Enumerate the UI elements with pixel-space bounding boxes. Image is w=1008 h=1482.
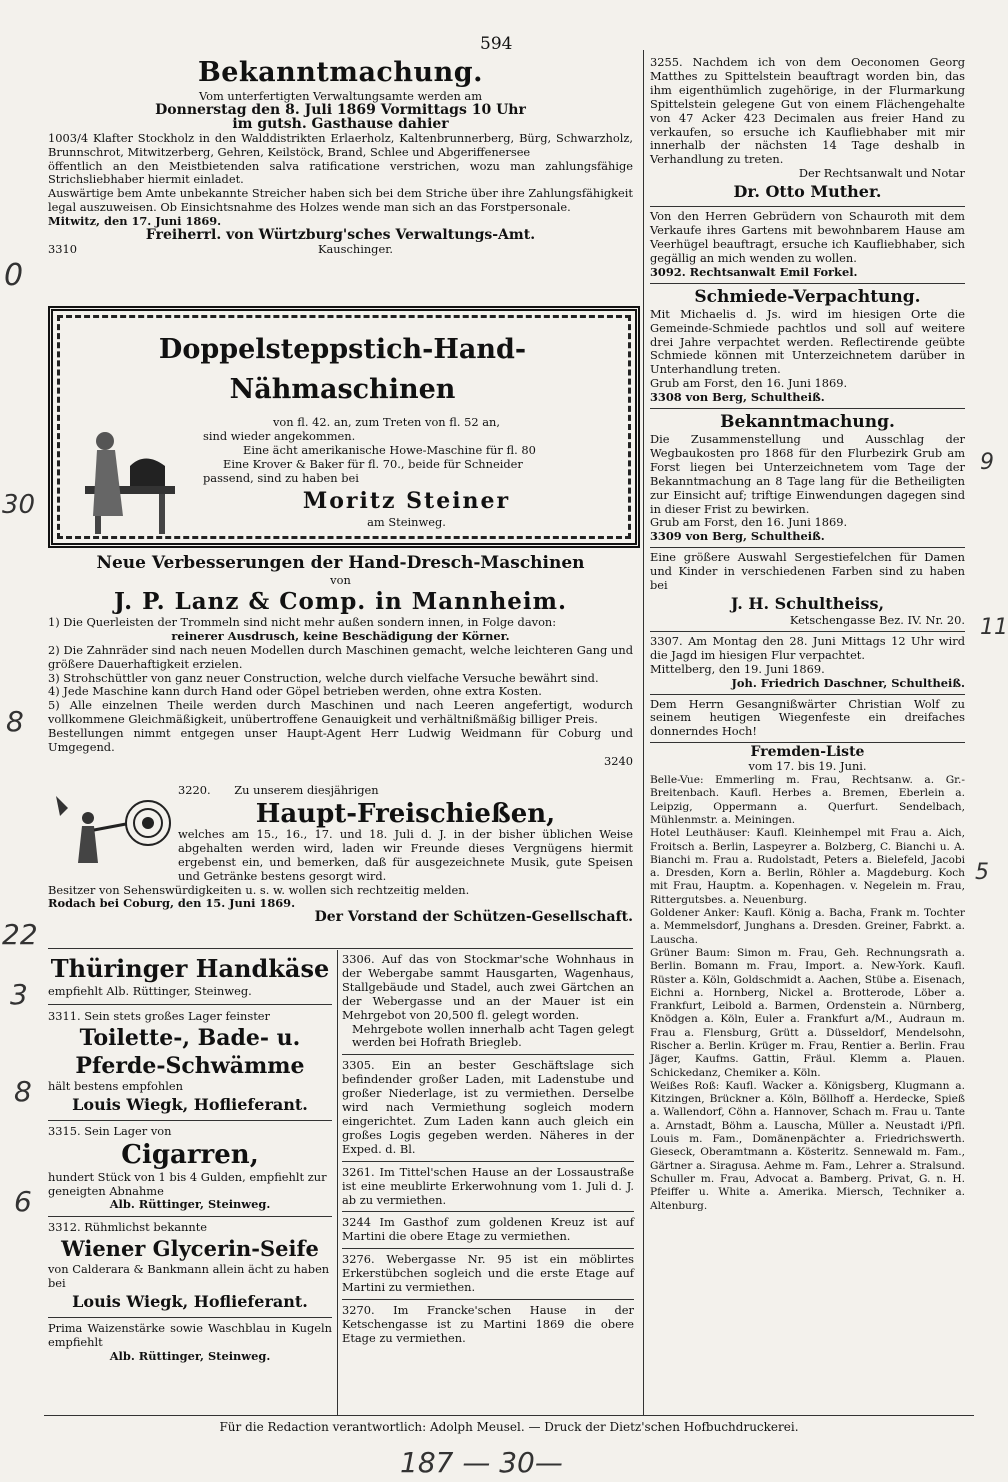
pencil-mark: 8	[6, 705, 24, 738]
ad-lanz: Neue Verbesserungen der Hand-Dresch-Maschinen von J. P. Lanz & Comp. in Mannheim. 1) Die Querleisten der Trommeln sind nicht mehr außen sondern innen, in Folge davon: reinerer Ausdrusch, keine Beschädigung der Körner. 2) Die Zahnräder sind nach neuen Modellen durch Maschinen gemacht, welche leichteren Gang und größere Dauerhaftigkeit erzielen. 3) Strohschüttler von ganz neuer Construction, welche durch vielfache Versuche bewährt sind. 4) Jede Maschine kann durch Hand oder Göpel betrieben werden, ohne extra Kosten. 5) Alle einzelnen Theile werden durch Maschinen und nach Leeren angefertigt, wodurch vollkommene Gleichmäßigkeit, unübertroffene Genauigkeit und verhältnißmäßig billiger Preis. Bestellungen nimmt entgegen unser Haupt-Agent Herr Ludwig Weidmann für Coburg und Umgegend. 3240	[48, 553, 633, 768]
ad-title: Schmiede-Verpachtung.	[694, 286, 921, 307]
right-column: 3255. Nachdem ich von dem Oeconomen Georg Matthes zu Spittelstein beauftragt worden bin, das ihm eigenthümlich zugehörige, in der Flurmarkung Spittelstein gelegene Gut von einem Flächengehalte von 47 Acker 423 Decimalen aus freier Hand zu verkaufen, so ersuche ich Kaufliebhaber mit mir innerhalb der nächsten 14 Tage deshalb in Verhandlung zu treten. Der Rechtsanwalt und Notar Dr. Otto Muther. Von den Herren Gebrüdern von Schauroth mit dem Verkaufe ihres Gartens mit bewohnbarem Hause am Veerhügel beauftragt, ersuche ich Kaufliebhaber, sich gegällig an mich wenden zu wollen. 3092. Rechtsanwalt Emil Forkel. Schmiede-Verpachtung. Mit Michaelis d. Js. wird im hiesigen Orte die Gemeinde-Schmiede pachtlos und soll auf weitere drei Jahre verpachtet werden. Reflectirende geübte Schmiede können mit Unterzeichnetem darüber in Unterhandlung treten. Grub am Forst, den 16. Juni 1869. 3308 von Berg, Schultheiß. Bekanntmachung. Die Zusammenstellung und Ausschlag der Wegbaukosten pro 1868 für den Flurbezirk Grub am Forst liegen bei Unterzeichnetem vom Tage der Bekanntmachung an 8 Tage lang für die Betheiligten zur Einsicht auf; triftige Einwendungen dagegen sind in dieser Frist zu bewirken. Grub am Forst, den 16. Juni 1869. 3309 von Berg, Schultheiß. Eine größere Auswahl Sergestiefelchen für Damen und Kinder in verschiedenen Farben sind zu haben bei J. H. Schultheiss, Ketschengasse Bez. IV. Nr. 20. 3307. Am Montag den 28. Juni Mittags 12 Uhr wird die Jagd im hiesigen Flur verpachtet. Mittelberg, den 19. Juni 1869. Joh. Friedrich Daschner, Schultheiß. Dem Herrn Gesangnißwärter Christian Wolf zu seinem heutigen Wiegenfeste ein dreifaches donnerndes Hoch! Fremden-Liste vom 17. bis 19. Juni. Belle-Vue: Emmerling m. Frau, Rechtsanw. a. Gr.-Breitenbach. Kaufl. Herbes a. Bremen, Eberlein a. Leipzig, Oppermann a. Querfurt. Sendelbach, Mühlenmstr. a. Meiningen. Hotel Leuthäuser: Kaufl. Kleinhempel mit Frau a. Aich, Froitsch a. Berlin, Laspeyrer a. Bolzberg, C. Bianchi u. A. Bianchi m. Frau a. Rudolstadt, Peters a. Bielefeld, Jacobi a. Dresden, Korn a. Berlin, Röhler a. Magdeburg. Koch mit Frau, Hauptm. a. Kopenhagen. v. Negelein m. Frau, Rittergutsbes. a. Neuenburg. Goldener Anker: Kaufl. König a. Bacha, Frank m. Tochter a. Memmelsdorf, Junghans a. Dresden. Greiner, Fabrkt. a. Lauscha. Grüner Baum: Simon m. Frau, Geh. Rechnungsrath a. Berlin. Bomann m. Frau, Import. a. New-York. Kaufl. Rüster a. Köln, Goldschmidt a. Aachen, Stübe a. Eisenach, Eichni a. Hornberg, Nickel a. Brotterode, Löber a. Frankfurt, Leibold a. Barmen, Ordenstein a. Nürnberg, Knödgen a. Köln, Euler a. Frankfurt a/M., Audraun m. Frau a. Flensburg, Grütt a. Düsseldorf, Mendelsohn, Rischer a. Berlin. Krüger m. Frau, Rentier a. Berlin. Frau Jäger, Kaufms. Gattin, Fräul. Klemm a. Plauen. Schickedanz, Chemiker a. Köln. Weißes Roß: Kaufl. Wacker a. Königsberg, Klugmann a. Kitzingen, Brückner a. Köln, Böllhoff a. Herdecke, Spieß a. Wallendorf, Cöhn a. Hannover, Schach m. Frau u. Tante a. Arnstadt, Böhm a. Lauscha, Müller a. Neustadt i/Pfl. Louis m. Fam., Domänenpächter a. Friedrichswerth. Gieseck, Oberamtmann a. Kösteritz. Sennewald m. Fam., Gärtner a. Siragusa. Aehme m. Fam., Lehrer a. Stralsund. Schuller m. Frau, Advocat a. Bamberg. Privat, G. n. H. Pfeiffer u. White a. Amerika. Miersch, Techniker a. Altenburg.	[650, 55, 965, 1212]
ad-title: Bekanntmachung.	[197, 57, 484, 88]
pencil-mark: 30	[2, 490, 36, 520]
ad-title: Thüringer Handkäse	[50, 954, 330, 983]
divider	[650, 694, 965, 695]
pencil-mark: 9	[980, 450, 994, 475]
divider	[342, 1299, 634, 1300]
ad-title: Cigarren,	[121, 1139, 259, 1170]
pencil-mark: 8	[14, 1075, 32, 1108]
footer-imprint: Für die Redaction verantwortlich: Adolph Meusel. — Druck der Dietz'schen Hofbuchdruckerei.	[219, 1420, 799, 1434]
divider	[650, 283, 965, 284]
divider	[342, 1211, 634, 1212]
pencil-mark: 22	[2, 918, 38, 951]
divider	[650, 631, 965, 632]
divider	[48, 1216, 332, 1217]
divider	[650, 547, 965, 548]
divider	[48, 1317, 332, 1318]
column-rule-small	[337, 950, 338, 1415]
divider	[48, 1120, 332, 1121]
divider	[650, 206, 965, 207]
divider	[342, 1248, 634, 1249]
firm-name: Alb. Rüttinger, Steinweg.	[109, 1197, 271, 1212]
divider	[650, 742, 965, 743]
firm-name: Louis Wiegk, Hoflieferant.	[72, 1292, 308, 1312]
firm-name: Alb. Rüttinger, Steinweg.	[109, 1348, 271, 1363]
divider	[48, 1004, 332, 1005]
ad-title: Fremden-Liste	[750, 744, 865, 761]
middle-ads-column: 3306. Auf das von Stockmar'sche Wohnhaus in der Webergabe sammt Hausgarten, Wagenhaus, Stallgebäude und Stadel, auch zwei Gärtchen an der Webergasse und an der Mauer ist ein Mehrgebot von 20,500 fl. gelegt worden. Mehrgebote wollen innerhalb acht Tagen gelegt werden bei Hofrath Briegleb. 3305. Ein an bester Geschäftslage sich befindender großer Laden, mit Ladenstube und großer Niederlage, ist zu vermiethen. Derselbe wird nach Vermiethung sogleich modern eingerichtet. Zum Laden kann auch gleich ein großes Logis gegeben werden. Näheres in der Exped. d. Bl. 3261. Im Tittel'schen Hause an der Lossaustraße ist eine meublirte Erkerwohnung vom 1. Juli d. J. ab zu vermiethen. 3244 Im Gasthof zum goldenen Kreuz ist auf Martini die obere Etage zu vermiethen. 3276. Webergasse Nr. 95 ist ein möblirtes Erkerstübchen sogleich und die erste Etage auf Martini zu vermiethen. 3270. Im Francke'schen Hause in der Ketschengasse ist zu Martini 1869 die obere Etage zu vermiethen.	[342, 952, 634, 1345]
pencil-mark: 11	[980, 615, 1008, 640]
ad-bekanntmachung: Bekanntmachung. Vom unterfertigten Verwaltungsamte werden am Donnerstag den 8. Juli 1869 Vormittags 10 Uhr im gutsh. Gasthause dahier 1003/4 Klafter Stockholz in den Walddistrikten Erlaerholz, Kaltenbrunnerberg, Bürg, Schwarzholz, Brunnschrot, Mitwitzerberg, Gehren, Keilstöck, Brand, Schlee und Abgeriffenersee öffentlich an den Meistbietenden salva ratificatione verstrichen, wozu man zahlungsfähige Strichsliebhaber hiermit einladet. Auswärtige bem Amte unbekannte Streicher haben sich bei dem Striche über ihre Zahlungsfähigkeit legal auszuweisen. Ob Einsichtsnahme des Holzes wende man sich an das Forstpersonale. Mitwitz, den 17. Juni 1869. Freiherrl. von Würtzburg'sches Verwaltungs-Amt. 3310 Kauschinger.	[48, 57, 633, 256]
ad-title: Doppelsteppstich-Hand-Nähmaschinen	[158, 334, 527, 405]
ad-title: Wiener Glycerin-Seife	[61, 1236, 319, 1262]
shooter-target-icon	[48, 788, 173, 873]
firm-name: J. H. Schultheiss,	[730, 594, 885, 613]
signature-name: Dr. Otto Muther.	[733, 182, 882, 202]
divider	[650, 408, 965, 409]
firm-name: Moritz Steiner	[302, 487, 511, 514]
page-number: 594	[480, 34, 513, 54]
firm-name: Louis Wiegk, Hoflieferant.	[72, 1094, 308, 1114]
ad-title: Haupt-Freischießen,	[255, 798, 556, 829]
ad-title: Neue Verbesserungen der Hand-Dresch-Maschinen	[96, 553, 585, 573]
divider	[342, 1161, 634, 1162]
ad-freischiessen: 3220. Zu unserem diesjährigen Haupt-Freischießen, welches am 15., 16., 17. und 18. Juli d. J. in der bisher üblichen Weise abgehalten werden wird, laden wir Freunde dieses Vergnügens hiermit ergebenst ein, und bemerken, daß für ausgezeichnete Musik, gute Speisen und Getränke bestens gesorgt wird. Besitzer von Sehenswürdigkeiten u. s. w. wollen sich rechtzeitig melden. Rodach bei Coburg, den 15. Juni 1869. Der Vorstand der Schützen-Gesellschaft.	[48, 783, 633, 926]
ad-title: Toilette-, Bade- u. Pferde-Schwämme	[75, 1024, 305, 1079]
ad-naehmaschinen: Doppelsteppstich-Hand-Nähmaschinen von fl. 42. an, zum Treten von fl. 52 an, sind wieder angekommen. Eine ächt amerikanische Howe-Maschine für fl. 80 Eine Krover & Baker für fl. 70., beide für Schneider passend, sind zu haben bei Moritz Steiner am Steinweg.	[75, 330, 610, 536]
section-rule	[48, 948, 633, 949]
pencil-mark: 0	[4, 258, 24, 293]
pencil-mark: 5	[975, 860, 989, 885]
firm-name: J. P. Lanz & Comp. in Mannheim.	[113, 587, 568, 615]
column-rule-right	[643, 50, 644, 1415]
pencil-mark: 187 — 30—	[400, 1446, 563, 1479]
footer-rule	[44, 1415, 974, 1416]
pencil-mark: 6	[14, 1185, 32, 1218]
pencil-mark: 3	[10, 978, 28, 1011]
small-ads-column: Thüringer Handkäse empfiehlt Alb. Rüttinger, Steinweg. 3311. Sein stets großes Lager feinster Toilette-, Bade- u. Pferde-Schwämme hält bestens empfohlen Louis Wiegk, Hoflieferant. 3315. Sein Lager von Cigarren, hundert Stück von 1 bis 4 Gulden, empfiehlt zur geneigten Abnahme Alb. Rüttinger, Steinweg. 3312. Rühmlichst bekannte Wiener Glycerin-Seife von Calderara & Bankmann allein ächt zu haben bei Louis Wiegk, Hoflieferant. Prima Waizenstärke sowie Waschblau in Kugeln empfiehlt Alb. Rüttinger, Steinweg.	[48, 954, 332, 1363]
sewing-machine-illustration-icon	[75, 416, 185, 536]
divider	[342, 1054, 634, 1055]
ad-title: Bekanntmachung.	[720, 412, 895, 433]
